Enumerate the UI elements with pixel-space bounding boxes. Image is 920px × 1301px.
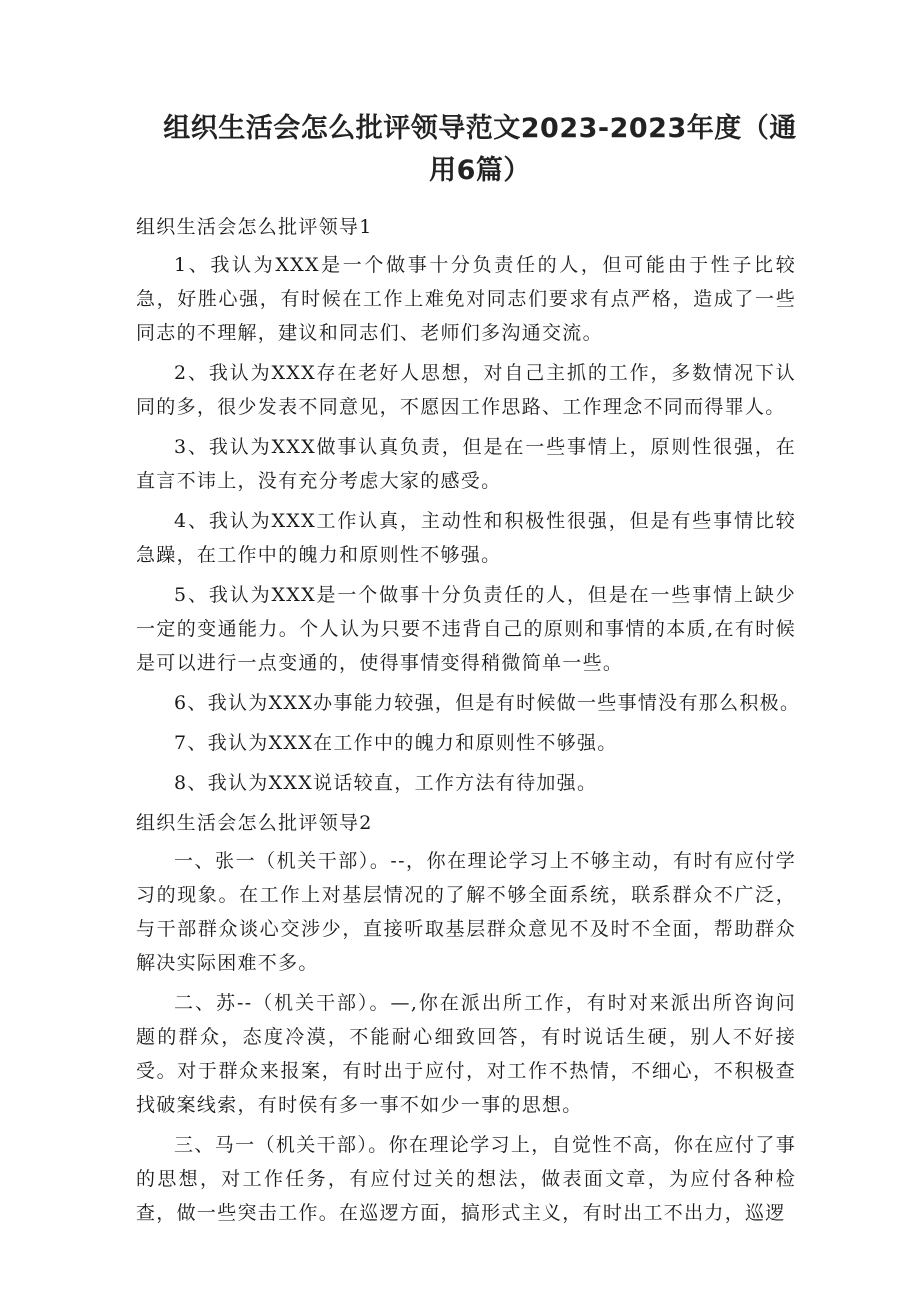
document-body (136, 210, 801, 1236)
paragraph: 三、马一（机关干部）。你在理论学习上，自觉性不高，你在应付了事的思想，对工作任务，有应付过关的想法，做表面文章，为应付各种检查，做一些突击工作。在巡逻方面，搞形式主义，有时出工不出力，巡逻 (136, 1134, 796, 1224)
paragraph: 8、我认为XXX说话较直，工作方法有待加强。 (174, 772, 598, 794)
paragraph: 7、我认为XXX在工作中的魄力和原则性不够强。 (174, 732, 618, 754)
paragraph: 二、苏--（机关干部）。—,你在派出所工作，有时对来派出所咨询问题的群众，态度冷漠，不能耐心细致回答，有时说话生硬，别人不好接受。对于群众来报案，有时出于应付，对工作不热情，不细心，不积极查找破案线索，有时侯有多一事不如少一事的思想。 (136, 992, 796, 1116)
paragraph: 2、我认为XXX存在老好人思想，对自己主抓的工作，多数情况下认同的多，很少发表不同意见，不愿因工作思路、工作理念不同而得罪人。 (136, 362, 796, 418)
section-heading-1: 组织生活会怎么批评领导1 (136, 216, 373, 238)
paragraph: 4、我认为XXX工作认真，主动性和积极性很强，但是有些事情比较急躁，在工作中的魄力和原则性不够强。 (136, 510, 796, 566)
paragraph: 一、张一（机关干部）。--，你在理论学习上不够主动，有时有应付学习的现象。在工作上对基层情况的了解不够全面系统，联系群众不广泛，与干部群众谈心交涉少，直接听取基层群众意见不及时不全面，帮助群众解决实际困难不多。 (136, 850, 796, 974)
paragraph: 1、我认为XXX是一个做事十分负责任的人，但可能由于性子比较急，好胜心强，有时候在工作上难免对同志们要求有点严格，造成了一些同志的不理解，建议和同志们、老师们多沟通交流。 (136, 254, 796, 344)
paragraph: 3、我认为XXX做事认真负责，但是在一些事情上，原则性很强，在直言不讳上，没有充分考虑大家的感受。 (136, 436, 796, 492)
paragraph: 5、我认为XXX是一个做事十分负责任的人，但是在一些事情上缺少一定的变通能力。个人认为只要不违背自己的原则和事情的本质,在有时候是可以进行一点变通的，使得事情变得稍微简单一些。 (136, 584, 796, 674)
paragraph: 6、我认为XXX办事能力较强，但是有时候做一些事情没有那么积极。 (174, 692, 801, 714)
section-heading-2: 组织生活会怎么批评领导2 (136, 812, 373, 834)
document-title: 组织生活会怎么批评领导范文2023-2023年度（通用6篇） (163, 113, 797, 186)
